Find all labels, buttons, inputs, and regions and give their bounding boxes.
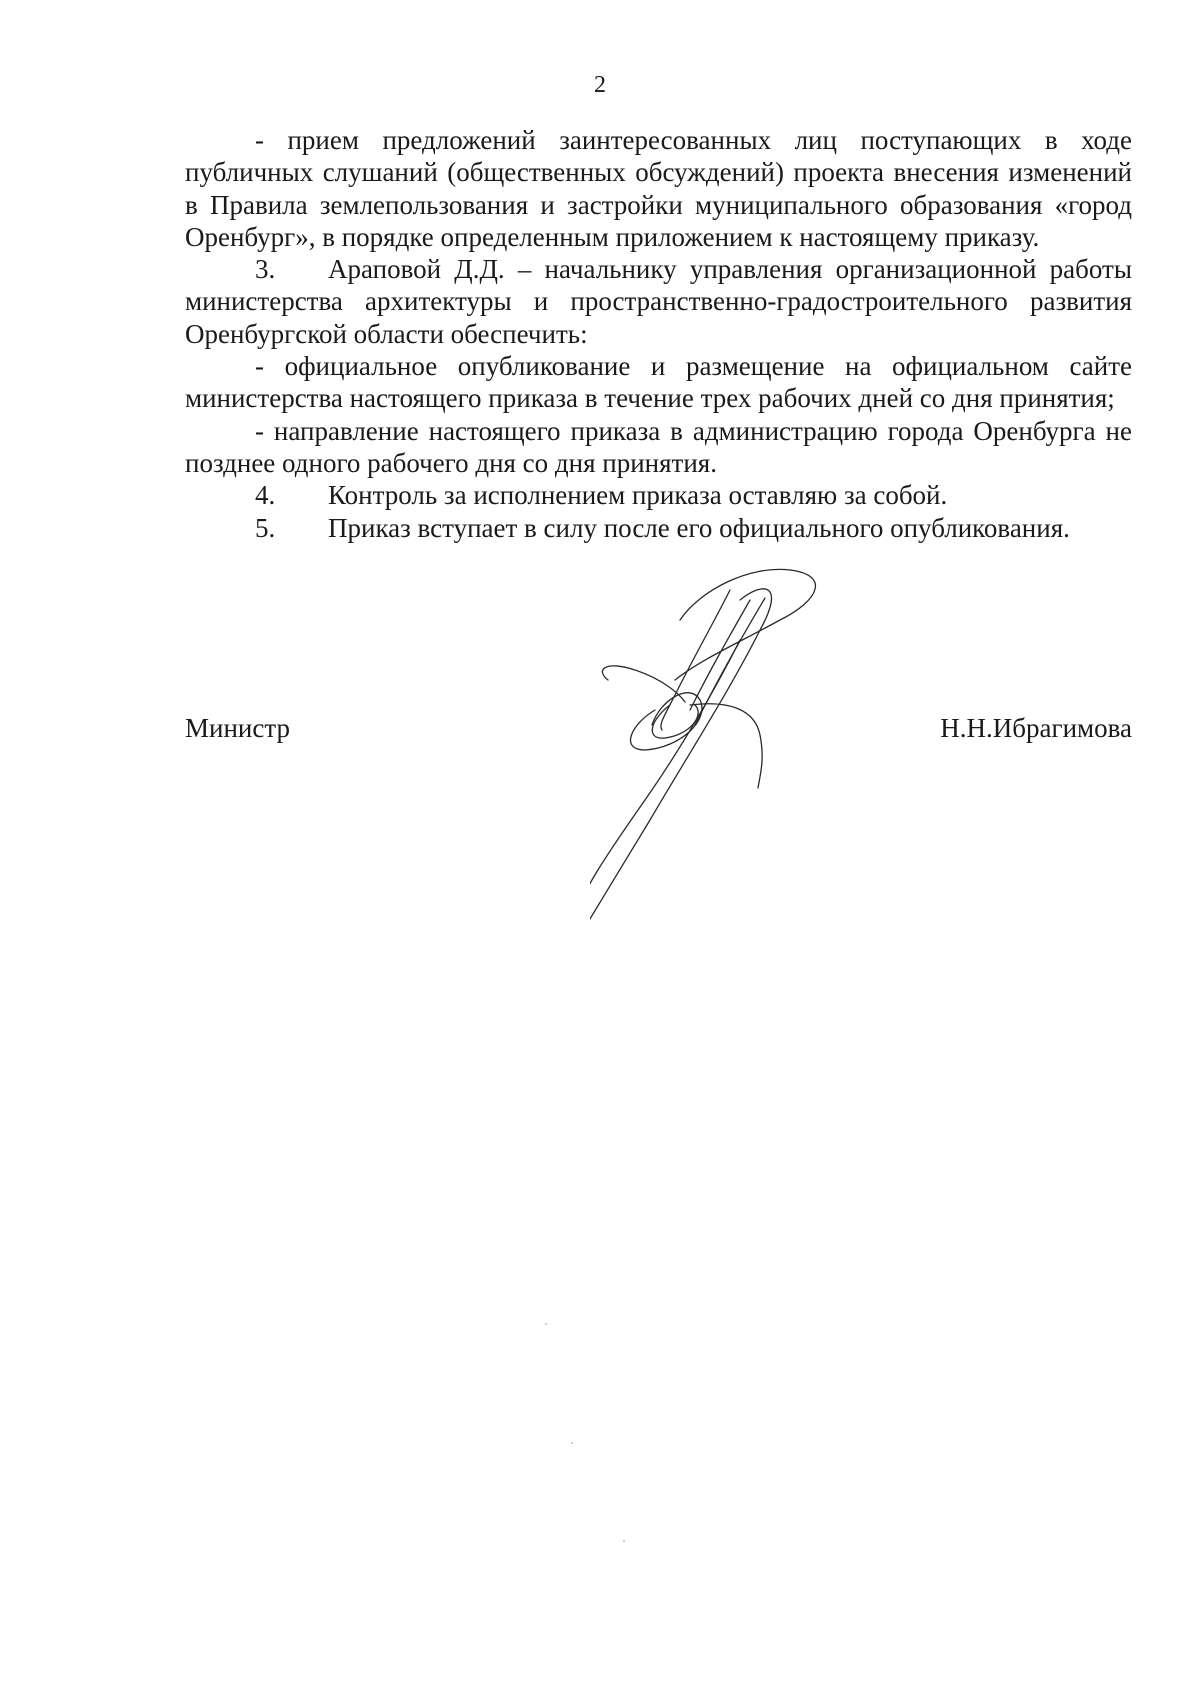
page-number: 2 xyxy=(594,72,606,98)
numbered-item-4 xyxy=(185,479,1132,511)
item-text: Контроль за исполнением приказа оставляю за собой. xyxy=(328,480,948,511)
item-text: Араповой Д.Д. – начальнику управления организационной работы министерства архитектуры и пространственно-градостроительного развития Оренбургской области обеспечить: xyxy=(185,254,1132,349)
item-number: 5. xyxy=(255,512,276,543)
item-text: Приказ вступает в силу после его официального опубликования. xyxy=(328,512,1070,543)
paragraph-direction: - направление настоящего приказа в администрацию города Оренбурга не позднее одного рабочего дня со дня принятия. xyxy=(185,415,1132,478)
document-body xyxy=(185,124,1132,544)
signatory-role: Министр xyxy=(185,713,290,743)
numbered-item-5 xyxy=(185,512,1132,544)
numbered-item-3 xyxy=(185,253,1132,350)
item-number: 3. xyxy=(255,254,276,285)
scan-speck xyxy=(545,1323,547,1325)
scan-speck xyxy=(623,1540,625,1542)
handwritten-signature-icon xyxy=(590,560,850,950)
item-number: 4. xyxy=(255,480,276,511)
paragraph-publication: - официальное опубликование и размещение на официальном сайте министерства настоящего приказа в течение трех рабочих дней со дня принятия; xyxy=(185,351,1132,414)
scan-speck xyxy=(571,1442,573,1444)
signatory-name: Н.Н.Ибрагимова xyxy=(940,713,1132,743)
paragraph-proposals: - прием предложений заинтересованных лиц поступающих в ходе публичных слушаний (общественных обсуждений) проекта внесения изменений в Правила землепользования и застройки муниципального образования «город Оренбург», в порядке определенным приложением к настоящему приказу. xyxy=(185,125,1132,252)
